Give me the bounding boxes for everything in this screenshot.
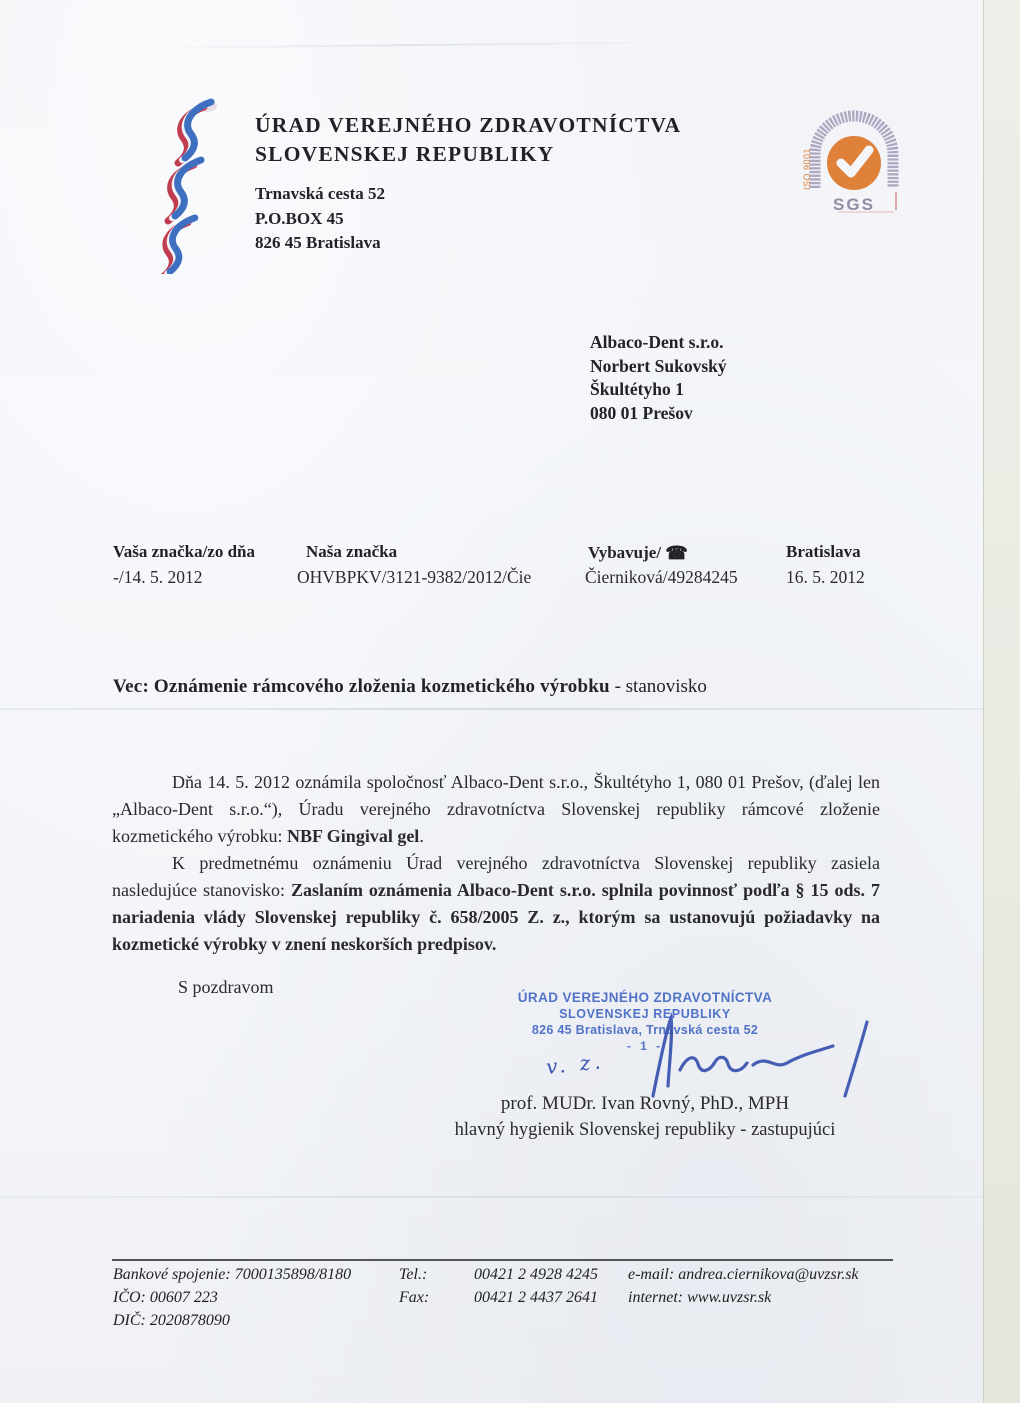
letter-body: [112, 769, 880, 958]
ref-date-value: 16. 5. 2012: [786, 567, 865, 587]
phone-icon: ☎: [665, 543, 688, 563]
scan-edge: [983, 0, 1020, 1403]
footer-fax-value: 00421 2 4437 2641: [474, 1289, 598, 1306]
footer-bank: Bankové spojenie: 7000135898/8180: [113, 1266, 352, 1283]
ref-handled-by-value: Čierniková/49284245: [585, 567, 738, 587]
handwritten-vz: v. z.: [544, 1049, 606, 1079]
footer-ico: IČO: 00607 223: [113, 1289, 218, 1306]
org-address: [255, 182, 385, 256]
sgs-label: SGS: [833, 195, 875, 214]
org-name: [255, 111, 681, 169]
body-paragraph-2: K predmetnému oznámeniu Úrad verejného zdravotníctva Slovenskej republiky zasiela nasledujúce stanovisko: Zaslaním oznámenia Albaco-Dent s.r.o. splnila povinnosť podľa § 15 ods. 7 nariadenia vlády Slovenskej republiky č. 658/2005 Z. z., ktorým sa ustanovujú požiadavky na kozmetické výrobky v znení neskorších predpisov.: [112, 853, 880, 954]
paper-crease: [0, 1196, 983, 1198]
ref-our-mark-header: Naša značka: [306, 542, 398, 561]
subject-bold: Vec: Oznámenie rámcového zloženia kozmetického výrobku: [113, 676, 610, 697]
stamp-line4: - 1 -: [626, 1039, 664, 1053]
iso-9001-label: ISO 9001: [802, 147, 812, 190]
recipient-street: Škultétyho 1: [590, 379, 684, 399]
recipient-city: 080 01 Prešov: [590, 402, 693, 423]
statement-bold: Zaslaním oznámenia Albaco-Dent s.r.o. splnila povinnosť podľa § 15 ods. 7 nariadenia vlády Slovenskej republiky č. 658/2005 Z. z., ktorým sa ustanovujú požiadavky na kozmetické výrobky v znení neskorších predpisov.: [112, 880, 880, 954]
org-address-pobox: P.O.BOX 45: [255, 208, 344, 228]
subject-regular: - stanovisko: [609, 676, 707, 697]
recipient-company: Albaco-Dent s.r.o.: [590, 332, 724, 352]
footer-dic: DIČ: 2020878090: [113, 1312, 230, 1329]
body-paragraph-1: Dňa 14. 5. 2012 oznámila spoločnosť Albaco-Dent s.r.o., Škultétyho 1, 080 01 Prešov, (ďalej len „Albaco-Dent s.r.o.“), Úradu verejného zdravotníctva Slovenskej republiky rámcové zloženie kozmetického výrobku: NBF Gingival gel.: [112, 772, 880, 846]
ref-handled-by-header: Vybavuje/ ☎: [588, 543, 688, 563]
footer-email: e-mail: andrea.ciernikova@uvzsr.sk: [628, 1266, 859, 1283]
org-address-street: Trnavská cesta 52: [255, 184, 386, 203]
stamp-line2: SLOVENSKEJ REPUBLIKY: [559, 1007, 731, 1021]
recipient-address-block: [590, 331, 727, 425]
ref-your-mark-header: Vaša značka/zo dňa: [113, 542, 256, 561]
footer-fax-label: Fax:: [399, 1289, 430, 1306]
signer-title: hlavný hygienik Slovenskej republiky - zastupujúci: [454, 1120, 836, 1140]
org-name-line2: SLOVENSKEJ REPUBLIKY: [255, 142, 555, 166]
org-address-city: 826 45 Bratislava: [255, 233, 381, 252]
paper-crease: [150, 41, 690, 49]
salutation: S pozdravom: [178, 977, 274, 997]
uvzsr-logo: [133, 96, 239, 274]
product-name: NBF Gingival gel: [286, 826, 420, 846]
stamp-line3: 826 45 Bratislava, Trnavská cesta 52: [531, 1023, 759, 1037]
recipient-person: Norbert Sukovský: [590, 355, 727, 376]
signature-ink: [535, 1008, 880, 1103]
signer-block: [405, 1093, 885, 1141]
footer-internet: internet: www.uvzsr.sk: [628, 1289, 772, 1306]
ref-your-mark-value: -/14. 5. 2012: [113, 567, 203, 587]
ref-our-mark-value: OHVBPKV/3121-9382/2012/Čie: [297, 567, 532, 587]
org-name-line1: ÚRAD VEREJNÉHO ZDRAVOTNÍCTVA: [255, 113, 682, 137]
paper-crease: [0, 708, 983, 710]
footer-divider: [112, 1259, 893, 1261]
stamp-line1: ÚRAD VEREJNÉHO ZDRAVOTNÍCTVA: [517, 990, 773, 1005]
footer-tel-value: 00421 2 4928 4245: [474, 1266, 598, 1283]
sgs-iso-certification-badge: [798, 102, 910, 216]
subject-line: [113, 676, 707, 698]
signer-name: prof. MUDr. Ivan Rovný, PhD., MPH: [500, 1093, 790, 1114]
footer-tel-label: Tel.:: [399, 1266, 428, 1283]
ref-place-header: Bratislava: [786, 542, 861, 561]
